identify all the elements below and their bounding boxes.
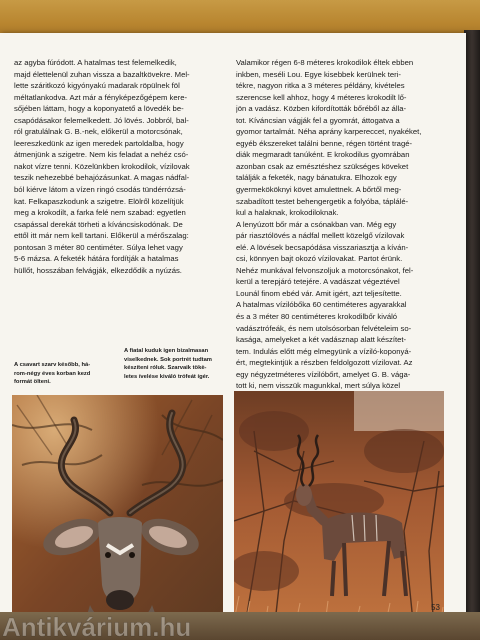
text-line: 5-6 mázsa. A feketék hátára fordítják a hatalmas	[14, 254, 179, 264]
text-line: kul a halaknak, krokodiloknak.	[236, 208, 339, 218]
text-line: ettől itt már nem kell tartani. Előkerül a mérőszalag:	[14, 231, 189, 241]
text-line: szabadított testet behengergetik a folyóba, táplálé-	[236, 196, 409, 206]
text-line: kerül a terepjáró tetejére. A vadászat végeztével	[236, 277, 400, 287]
text-line: Nehéz munkával felvonszoljuk a motorcsónakot, fel-	[236, 265, 414, 275]
caption-right	[124, 347, 228, 381]
text-line: tot. Kíváncsian vágják fel a gyomrát, áttogatva a	[236, 115, 400, 125]
text-line: azonban csak az emésztéshez szükséges köveket	[236, 161, 409, 171]
text-line: meg a krokodilt, a farka felé nem szabad: egyetlen	[14, 208, 186, 218]
book-page	[0, 33, 466, 620]
caption-line: viselkednek. Sok portrét tudtam	[124, 356, 212, 363]
svg-text:Antikvárium.hu: Antikvárium.hu	[2, 612, 192, 640]
text-line: majd élettelenül zuhan vissza a bazaltkövekre. Mel-	[14, 69, 190, 79]
text-line: egy négyzetméteres vízilóbőrt, amelyet G. B. vága-	[236, 369, 411, 379]
text-line: gyomor tartalmát. Néha aprány karpereccet, nyakéket,	[236, 127, 422, 137]
text-line: találják a feketék, nagy bánatukra. Elhozok egy	[236, 173, 397, 183]
text-line: vadásztrófeák, és nem utolsósorban felvételeim so-	[236, 323, 412, 333]
text-line: diák megmaradt tanúként. E krokodilus gyomrában	[236, 150, 410, 160]
caption-line: A csavart szarv később, há-	[14, 362, 91, 368]
text-line: egyéb ékszereket találni benne, régen történt tragé-	[236, 138, 413, 148]
caption-line: készíteni róluk. Szarvaik tökè-	[124, 365, 207, 372]
text-line: csapással derekát törheti a kíváncsiskodónak. De	[14, 219, 183, 229]
text-line: ért, megtekintjük a részben feldolgozott vízilovat. Az	[236, 358, 413, 368]
text-line: A lenyúzott bőr már a csónakban van. Még egy	[236, 219, 397, 229]
text-line: tem. Indulás előtt még elmegyünk a víziló-koponyá-	[236, 346, 412, 356]
text-line: pár riasztólövés a nádfal mellett közelgő vízilovak	[236, 231, 405, 241]
text-column-right	[236, 57, 441, 392]
text-line: inkben, meséli Lou. Egye kisebbek kerülnek teri-	[236, 69, 401, 79]
caption-line: A fiatal kuduk igen bizalmasan	[124, 348, 209, 354]
text-line: ból kiérve látom a vízen ringó csodás tündérrózsá-	[14, 185, 186, 195]
text-line: csi, könnyen bajt okozó vízilovakat. Partot érünk.	[236, 254, 403, 264]
kudu-bull-photo	[12, 395, 223, 632]
caption-line: letes ívelése kiváló trófeát ígér.	[124, 373, 210, 380]
watermark-logo	[0, 612, 480, 640]
text-line: lette száritkozó kigyónyakú madarak röpülnek föl	[14, 81, 180, 91]
text-line: ról gratulálnak G. B.-nek, előkerül a motorcsónak,	[14, 127, 183, 137]
text-line: kat. Felkapaszkodunk a szigetre. Elölről közelítjük	[14, 196, 184, 206]
text-line: hüllőt, hosszában felvágják, elkezdődik a nyúzás.	[14, 265, 182, 275]
text-line: jön a vadász. Közben kifordították bőréből az álla-	[236, 104, 407, 114]
text-line: Lounál finom ebéd vár. Amit igért, azt teljesítette.	[236, 288, 402, 298]
text-line: az agyba fúródott. A hatalmas test felemelkedik,	[14, 58, 177, 67]
text-line: nakot vízre tenni. Közelünkben krokodilok, vízilovak	[14, 161, 190, 171]
caption-line: rom-négy éves korban kezd	[14, 370, 91, 377]
text-column-left	[14, 57, 225, 276]
text-line: tott ki, nem visszük magunkkal, mert súlya közel	[236, 381, 401, 391]
caption-line: formát ölteni.	[14, 379, 51, 386]
text-line: sőjében láttam, hogy a koponyatető a lövedék be-	[14, 104, 184, 114]
kudu-in-bush-photo	[234, 391, 444, 632]
text-line: kasága, amelyeket a két vadásznap alatt készítet-	[236, 335, 407, 345]
photo-captions	[14, 347, 227, 391]
text-line: és a 3 méter 80 centiméteres krokodilbőr kiváló	[236, 312, 398, 322]
text-line: átmenjünk a szigetre. Nem kis feladat a nehéz csó-	[14, 150, 189, 160]
text-line: gyermekököknyi követ amulettnek. A bőrtől meg-	[236, 185, 402, 195]
text-line: méltatlankodva. Azt már a fényképezőgépem kere-	[14, 92, 188, 102]
book-cover-edge	[464, 30, 480, 620]
page-number: 53	[431, 603, 440, 612]
text-line: Valamikor régen 6-8 méteres krokodilok éltek ebben	[236, 58, 414, 67]
caption-left	[14, 361, 114, 387]
text-line: elé. A lövések becsapódása visszariasztja a kíván-	[236, 242, 409, 252]
text-line: csapódásakor felemelkedett. Jó lövés. Jobbról, bal-	[14, 115, 189, 125]
text-line: A hatalmas vízilóbőka 60 centiméteres agyarakkal	[236, 300, 407, 310]
text-line: leereszkedünk az igen meredek partoldalba, hogy	[14, 138, 184, 148]
text-line: szerencse kell ahhoz, hogy 4 méteres krokodilt lő-	[236, 92, 407, 102]
text-line: tékre, nagyon ritka a 3 méteres példány, kivételes	[236, 81, 405, 91]
text-line: pontosan 3 méter 80 centiméter. Súlya lehet vagy	[14, 242, 183, 252]
text-line: teszik nehezebbé behajózásunkat. A magas nádfal-	[14, 173, 190, 183]
